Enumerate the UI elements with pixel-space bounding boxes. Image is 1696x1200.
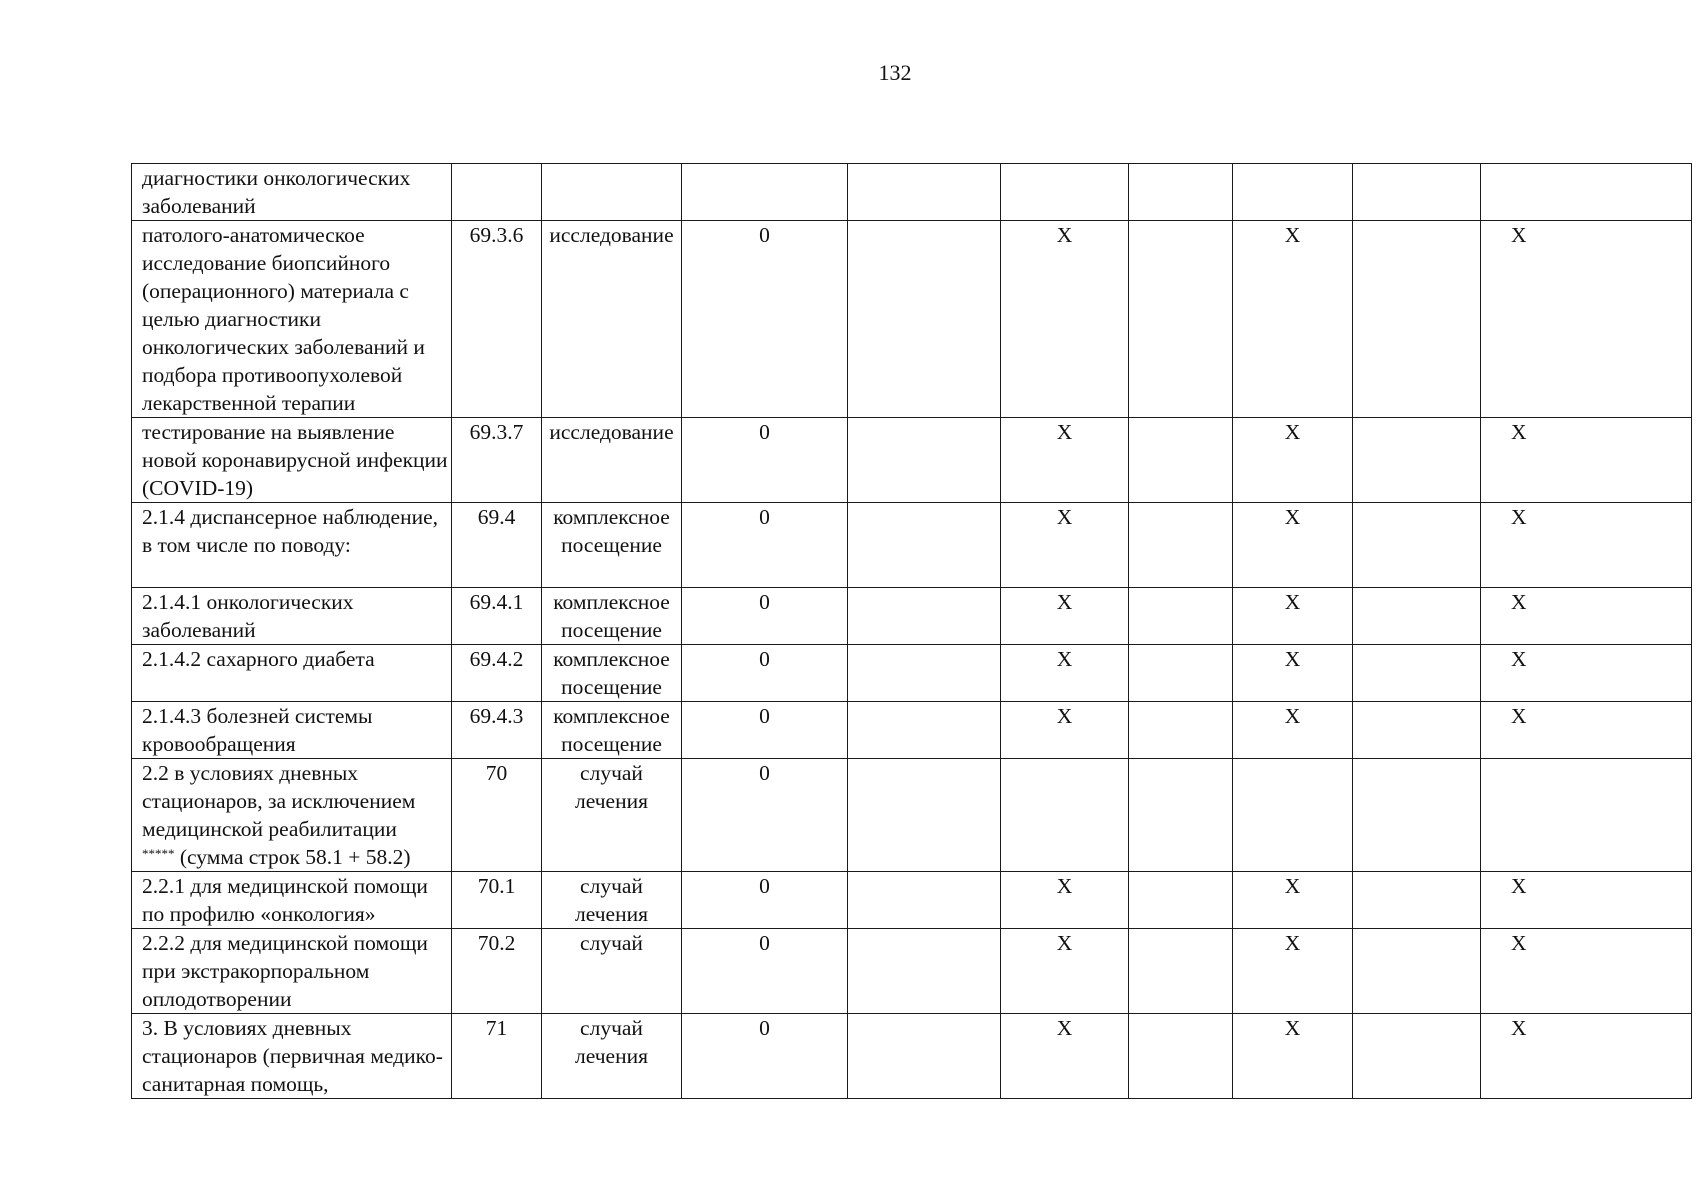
footnote-marker: ***** [142, 846, 175, 861]
row-empty-cell [1129, 872, 1233, 929]
row-x-cell: X [1481, 503, 1692, 588]
row-x-cell: X [1233, 929, 1353, 1014]
row-empty-cell [848, 588, 1001, 645]
row-code-cell: 70.2 [452, 929, 542, 1014]
row-unit-cell: комплексное посещение [542, 503, 682, 588]
row-code-cell [452, 164, 542, 221]
row-empty-cell [1353, 1014, 1481, 1099]
row-x-cell: X [1233, 1014, 1353, 1099]
row-x-cell: X [1001, 503, 1129, 588]
row-empty-cell [1233, 759, 1353, 872]
row-empty-cell [1353, 221, 1481, 418]
row-empty-cell [848, 1014, 1001, 1099]
row-empty-cell [1353, 503, 1481, 588]
row-x-cell: X [1001, 418, 1129, 503]
row-code-cell: 70.1 [452, 872, 542, 929]
row-code-cell: 69.4.2 [452, 645, 542, 702]
row-name-cell: 2.1.4.1 онкологических заболеваний [132, 588, 452, 645]
row-empty-cell [1481, 759, 1692, 872]
row-x-cell: X [1001, 872, 1129, 929]
row-empty-cell [1001, 759, 1129, 872]
row-empty-cell [1129, 759, 1233, 872]
row-code-cell: 69.4.1 [452, 588, 542, 645]
row-empty-cell [1129, 221, 1233, 418]
row-value-cell: 0 [682, 702, 848, 759]
row-unit-cell: исследование [542, 221, 682, 418]
row-unit-cell [542, 164, 682, 221]
row-x-cell: X [1233, 418, 1353, 503]
row-x-cell: X [1001, 588, 1129, 645]
row-name-cell: 2.1.4 диспансерное наблюдение, в том числе по поводу: [132, 503, 452, 588]
row-empty-cell [1353, 929, 1481, 1014]
row-empty-cell [1129, 588, 1233, 645]
row-x-cell: X [1481, 929, 1692, 1014]
row-value-cell: 0 [682, 929, 848, 1014]
row-value-cell: 0 [682, 1014, 848, 1099]
row-value-cell [682, 164, 848, 221]
row-value-cell: 0 [682, 221, 848, 418]
row-value-cell: 0 [682, 503, 848, 588]
row-x-cell: X [1233, 702, 1353, 759]
row-value-cell: 0 [682, 588, 848, 645]
row-x-cell [1001, 164, 1129, 221]
row-unit-cell: комплексное посещение [542, 702, 682, 759]
row-unit-cell: случай [542, 929, 682, 1014]
row-empty-cell [1353, 418, 1481, 503]
row-empty-cell [848, 164, 1001, 221]
row-empty-cell [1129, 418, 1233, 503]
row-code-cell: 69.4.3 [452, 702, 542, 759]
row-x-cell: X [1001, 645, 1129, 702]
row-value-cell: 0 [682, 645, 848, 702]
table-row [132, 872, 1692, 929]
row-unit-cell: комплексное посещение [542, 588, 682, 645]
table-row [132, 503, 1692, 588]
table-row [132, 418, 1692, 503]
row-value-cell: 0 [682, 759, 848, 872]
row-x-cell: X [1481, 702, 1692, 759]
table-row [132, 588, 1692, 645]
data-table [131, 163, 1692, 1099]
row-code-cell: 69.3.6 [452, 221, 542, 418]
row-empty-cell [848, 929, 1001, 1014]
row-empty-cell [1353, 702, 1481, 759]
row-code-cell: 69.4 [452, 503, 542, 588]
table-row [132, 645, 1692, 702]
row-x-cell: X [1001, 221, 1129, 418]
row-empty-cell [1129, 503, 1233, 588]
row-value-cell: 0 [682, 418, 848, 503]
table-row [132, 1014, 1692, 1099]
row-empty-cell [1353, 872, 1481, 929]
row-empty-cell [848, 418, 1001, 503]
row-x-cell: X [1233, 503, 1353, 588]
row-name-cell: диагностики онкологических заболеваний [132, 164, 452, 221]
table-row [132, 702, 1692, 759]
row-x-cell: X [1001, 1014, 1129, 1099]
row-name-cell: тестирование на выявление новой коронавирусной инфекции (COVID-19) [132, 418, 452, 503]
row-empty-cell [1353, 645, 1481, 702]
row-unit-cell: исследование [542, 418, 682, 503]
row-x-cell: X [1233, 221, 1353, 418]
row-name-cell: 2.1.4.2 сахарного диабета [132, 645, 452, 702]
table-container [131, 163, 1696, 1099]
row-x-cell: X [1233, 872, 1353, 929]
row-empty-cell [1129, 164, 1233, 221]
row-x-cell: X [1233, 588, 1353, 645]
row-name-cell: 2.1.4.3 болезней системы кровообращения [132, 702, 452, 759]
row-empty-cell [1353, 759, 1481, 872]
row-x-cell: X [1481, 1014, 1692, 1099]
row-x-cell [1233, 164, 1353, 221]
row-name-text: 2.2 в условиях дневных стационаров, за исключением медицинской реабилитации [142, 761, 416, 841]
row-value-cell: 0 [682, 872, 848, 929]
row-x-cell: X [1481, 872, 1692, 929]
row-unit-cell: случай лечения [542, 759, 682, 872]
row-x-cell: X [1481, 588, 1692, 645]
row-unit-cell: случай лечения [542, 1014, 682, 1099]
row-name-cell [132, 759, 452, 872]
row-x-cell: X [1481, 418, 1692, 503]
page-number: 132 [878, 60, 912, 85]
row-empty-cell [1129, 929, 1233, 1014]
row-empty-cell [848, 645, 1001, 702]
table-row [132, 221, 1692, 418]
row-empty-cell [848, 702, 1001, 759]
row-x-cell: X [1481, 221, 1692, 418]
row-name-cell: патолого-анатомическое исследование биопсийного (операционного) материала с целью диагностики онкологических заболеваний и подбора противоопухолевой лекарственной терапии [132, 221, 452, 418]
row-empty-cell [1129, 702, 1233, 759]
row-empty-cell [848, 759, 1001, 872]
row-name-cell: 3. В условиях дневных стационаров (первичная медико-санитарная помощь, [132, 1014, 452, 1099]
row-name-cell: 2.2.2 для медицинской помощи при экстракорпоральном оплодотворении [132, 929, 452, 1014]
row-code-cell: 69.3.7 [452, 418, 542, 503]
table-row [132, 929, 1692, 1014]
row-unit-cell: случай лечения [542, 872, 682, 929]
row-empty-cell [848, 872, 1001, 929]
table-row [132, 164, 1692, 221]
row-x-cell: X [1001, 929, 1129, 1014]
row-x-cell [1481, 164, 1692, 221]
row-x-cell: X [1481, 645, 1692, 702]
row-x-cell: X [1233, 645, 1353, 702]
row-name-tail: (сумма строк 58.1 + 58.2) [174, 845, 411, 869]
row-empty-cell [1129, 645, 1233, 702]
row-empty-cell [848, 221, 1001, 418]
row-x-cell: X [1001, 702, 1129, 759]
row-unit-cell: комплексное посещение [542, 645, 682, 702]
row-empty-cell [1129, 1014, 1233, 1099]
row-empty-cell [1353, 588, 1481, 645]
row-empty-cell [848, 503, 1001, 588]
row-code-cell: 70 [452, 759, 542, 872]
row-name-cell: 2.2.1 для медицинской помощи по профилю «онкология» [132, 872, 452, 929]
row-empty-cell [1353, 164, 1481, 221]
row-code-cell: 71 [452, 1014, 542, 1099]
table-row [132, 759, 1692, 872]
